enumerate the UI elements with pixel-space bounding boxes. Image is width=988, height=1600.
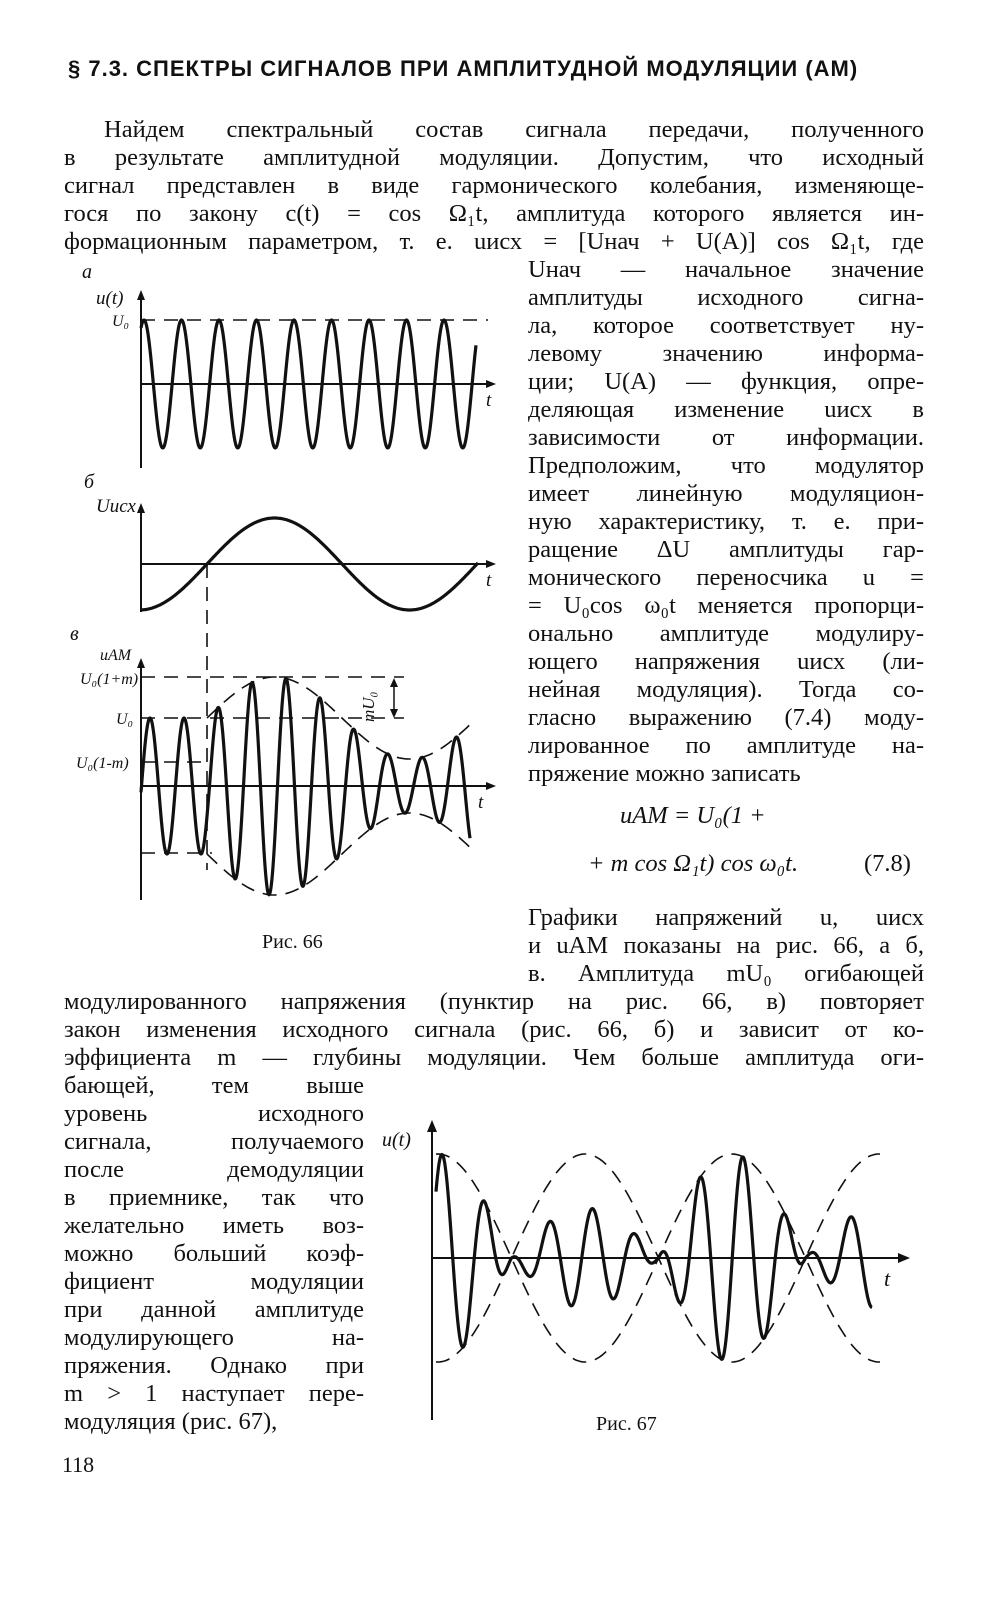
text-line: фициент модуляции (64, 1268, 364, 1295)
fig66a-sublabel: а (82, 261, 92, 283)
text-line: Найдем спектральный состав сигнала передачи, полученного (104, 116, 924, 143)
text-line: формационным параметром, т. е. uисх = [Uнач + U(A)] cos Ω₁t, где (64, 228, 924, 255)
text-line: зависимости от информации. (528, 424, 924, 451)
equation-number: (7.8) (864, 850, 911, 877)
text-line: ную характеристику, т. е. при- (528, 508, 924, 535)
text-line: эффициента m — глубины модуляции. Чем больше амплитуда оги- (64, 1044, 924, 1071)
text-line: лированное по амплитуде на- (528, 732, 924, 759)
text-line: можно больший коэф- (64, 1240, 364, 1267)
text-line: модулирующего на- (64, 1324, 364, 1351)
fig66a-ylabel: u(t) (96, 288, 124, 309)
text-line: и uАМ показаны на рис. 66, а б, (528, 932, 924, 959)
fig66b-ylabel: Uисх (96, 496, 136, 517)
text-line: ющего напряжения uисх (ли- (528, 648, 924, 675)
fig67-xlabel: t (884, 1266, 891, 1291)
text-line: уровень исходного (64, 1100, 364, 1127)
text-line: имеет линейную модуляцион- (528, 480, 924, 507)
fig66c-upper-label: U₀(1+m) (80, 671, 139, 688)
text-line: пряжение можно записать (528, 760, 801, 787)
arrow-right-icon (898, 1253, 910, 1263)
text-line: амплитуды исходного сигна- (528, 284, 924, 311)
fig66c-delta-label: mU₀ (359, 691, 378, 722)
fig66c-sublabel: в (70, 623, 79, 645)
text-line: m > 1 наступает пере- (64, 1380, 364, 1407)
fig66a-xlabel: t (486, 390, 492, 411)
text-line: деляющая изменение uисх в (528, 396, 924, 423)
text-line: желательно иметь воз- (64, 1212, 364, 1239)
text-line: Графики напряжений u, uисх (528, 904, 924, 931)
fig66c-mid-label: U₀ (116, 711, 134, 728)
equation-line-2: + m cos Ω₁t) cos ω₀t. (588, 850, 799, 877)
text-line: гося по закону c(t) = cos Ω₁t, амплитуда которого является ин- (64, 200, 924, 227)
fig66c-lower-label: U₀(1-m) (76, 755, 129, 772)
text-line: закон изменения исходного сигнала (рис. 66, б) и зависит от ко- (64, 1016, 924, 1043)
fig66c-ylabel: uАМ (100, 647, 132, 664)
fig66-caption: Рис. 66 (262, 931, 323, 953)
text-line: сигнала, получаемого (64, 1128, 364, 1155)
fig67-overmodulated-signal (436, 1155, 872, 1360)
text-line: левому значению информа- (528, 340, 924, 367)
fig66a-level: U₀ (112, 313, 130, 330)
text-line: ции; U(A) — функция, опре- (528, 368, 924, 395)
section-heading: § 7.3. СПЕКТРЫ СИГНАЛОВ ПРИ АМПЛИТУДНОЙ МОДУЛЯЦИИ (АМ) (68, 56, 859, 81)
text-line: при данной амплитуде (64, 1296, 364, 1323)
fig66b-sublabel: б (84, 471, 95, 493)
text-line: бающей, тем выше (64, 1072, 364, 1099)
fig67-ylabel: u(t) (382, 1129, 411, 1151)
text-line: пряжения. Однако при (64, 1352, 364, 1379)
text-line: нейная модуляция). Тогда со- (528, 676, 924, 703)
text-line: после демодуляции (64, 1156, 364, 1183)
page-number: 118 (62, 1452, 95, 1477)
text-line: ла, которое соответствует ну- (528, 312, 924, 339)
text-line: монического переносчика u = (528, 564, 924, 591)
text-line: = U₀cos ω₀t меняется пропорци- (528, 592, 924, 619)
text-line: модулированного напряжения (пунктир на рис. 66, в) повторяет (64, 988, 924, 1015)
text-line: онально амплитуде модулиру- (528, 620, 924, 647)
text-line: Предположим, что модулятор (528, 452, 924, 479)
fig66b-xlabel: t (486, 570, 492, 591)
text-line: в. Амплитуда mU₀ огибающей (528, 960, 924, 987)
text-line: гласно выражению (7.4) моду- (528, 704, 924, 731)
fig67-caption: Рис. 67 (596, 1413, 657, 1435)
equation-line-1: uАМ = U₀(1 + (620, 802, 766, 829)
text-line: Uнач — начальное значение (528, 256, 924, 283)
fig66c-xlabel: t (478, 792, 484, 813)
arrow-up-icon (427, 1120, 437, 1132)
text-line: сигнал представлен в виде гармонического колебания, изменяюще- (64, 172, 924, 199)
text-line: в результате амплитудной модуляции. Допустим, что исходный (64, 144, 924, 171)
text-line: в приемнике, так что (64, 1184, 364, 1211)
text-line: ращение ΔU амплитуды гар- (528, 536, 924, 563)
text-line: модуляция (рис. 67), (64, 1408, 278, 1435)
